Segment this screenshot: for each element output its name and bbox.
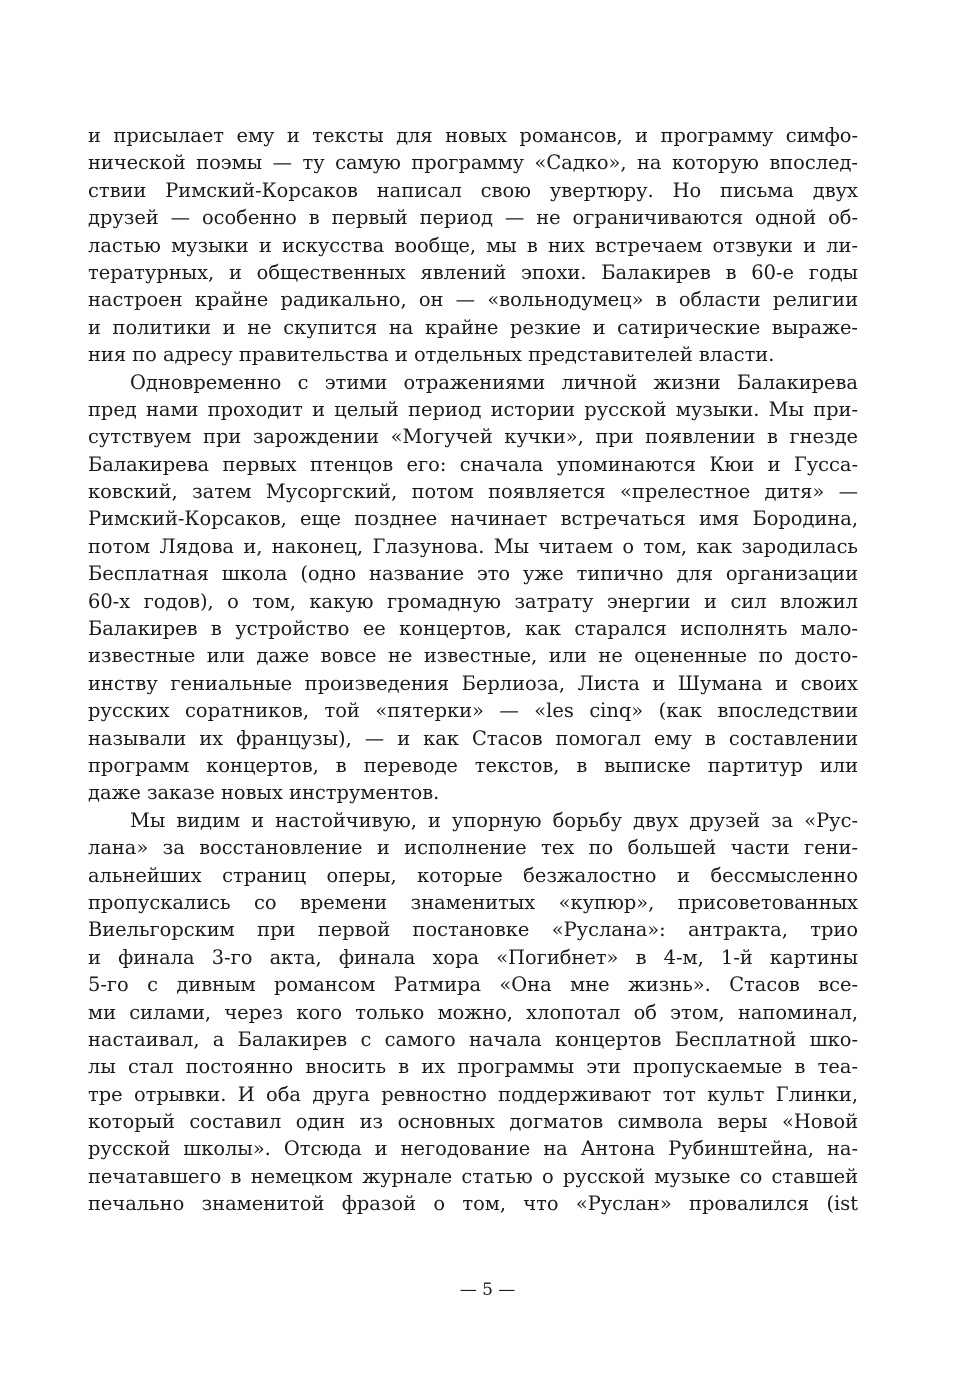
text-line: Мы видим и настойчивую, и упорную борьбу двух друзей за «Рус- [130, 808, 858, 832]
text-line: программ концертов, в переводе текстов, в выписке партитур или [88, 753, 858, 777]
text-line: ния по адресу правительства и отдельных представителей власти. [88, 343, 775, 367]
paragraph-1 [88, 122, 858, 369]
text-line: и политики и не скупится на крайне резкие и сатирические выраже- [88, 315, 858, 339]
text-line: даже заказе новых инструментов. [88, 781, 440, 805]
text-line: 60-х годов), о том, какую громадную затрату энергии и сил вложил [88, 589, 858, 613]
text-line: лы стал постоянно вносить в их программы эти пропускаемые в теа- [88, 1055, 858, 1079]
text-line: тературных, и общественных явлений эпохи. Балакирев в 60-е годы [88, 260, 858, 284]
text-line: Одновременно с этими отражениями личной жизни Балакирева [130, 370, 858, 394]
text-line: печально знаменитой фразой о том, что «Руслан» провалился (ist [88, 1192, 858, 1216]
text-line: известные или даже вовсе не известные, или не оцененные по досто- [88, 644, 858, 668]
text-line: ластью музыки и искусства вообще, мы в них встречаем отзвуки и ли- [88, 233, 858, 257]
text-line: и финала 3-го акта, финала хора «Погибнет» в 4-м, 1-й картины [88, 945, 858, 969]
text-line: альнейших страниц оперы, которые безжалостно и бессмысленно [88, 863, 858, 887]
text-line: сутствуем при зарождении «Могучей кучки», при появлении в гнезде [88, 425, 858, 449]
body-text [88, 122, 858, 1218]
text-line: 5-го с дивным романсом Ратмира «Она мне жизнь». Стасов все- [88, 973, 858, 997]
page-number: — 5 — [459, 1280, 516, 1300]
text-line: Римский-Корсаков, еще позднее начинает встречаться имя Бородина, [88, 507, 858, 531]
text-line: Балакирев в устройство ее концертов, как старался исполнять мало- [88, 617, 858, 641]
text-line: пред нами проходит и целый период истории русской музыки. Мы при- [88, 397, 858, 421]
text-line: инству гениальные произведения Берлиоза, Листа и Шумана и своих [88, 671, 858, 695]
text-line: русских соратников, той «пятерки» — «les cinq» (как впоследствии [88, 699, 858, 723]
text-line: пропускались со времени знаменитых «купюр», присоветованных [88, 890, 858, 914]
text-line: Балакирева первых птенцов его: сначала упоминаются Кюи и Гусса- [88, 452, 858, 476]
text-line: ствии Римский-Корсаков написал свою увертюру. Но письма двух [88, 178, 858, 202]
text-line: который составил один из основных догматов символа веры «Новой [88, 1110, 858, 1134]
text-line: тре отрывки. И оба друга ревностно поддерживают тот культ Глинки, [88, 1082, 858, 1106]
text-line: настроен крайне радикально, он — «вольнодумец» в области религии [88, 288, 858, 312]
text-line: печатавшего в немецком журнале статью о русской музыке со ставшей [88, 1164, 858, 1188]
text-line: настаивал, а Балакирев с самого начала концертов Бесплатной шко- [88, 1027, 858, 1051]
text-line: Бесплатная школа (одно название это уже типично для организации [88, 562, 858, 586]
text-line: ковский, затем Мусоргский, потом появляется «прелестное дитя» — [88, 480, 858, 504]
paragraph-2 [88, 369, 858, 807]
text-line: называли их французы), — и как Стасов помогал ему в составлении [88, 726, 858, 750]
text-line: и присылает ему и тексты для новых романсов, и программу симфо- [88, 124, 858, 147]
text-line: русской школы». Отсюда и негодование на Антона Рубинштейна, на- [88, 1137, 858, 1161]
text-line: друзей — особенно в первый период — не ограничиваются одной об- [88, 206, 858, 230]
text-line: ми силами, через кого только можно, хлопотал об этом, напоминал, [88, 1000, 858, 1024]
text-line: лана» за восстановление и исполнение тех по большей части гени- [88, 836, 858, 860]
text-line: Виельгорским при первой постановке «Руслана»: антракта, трио [88, 918, 858, 942]
text-line: потом Лядова и, наконец, Глазунова. Мы читаем о том, как зародилась [88, 534, 858, 558]
text-line: нической поэмы — ту самую программу «Садко», на которую впослед- [88, 151, 858, 175]
paragraph-3 [88, 807, 858, 1218]
